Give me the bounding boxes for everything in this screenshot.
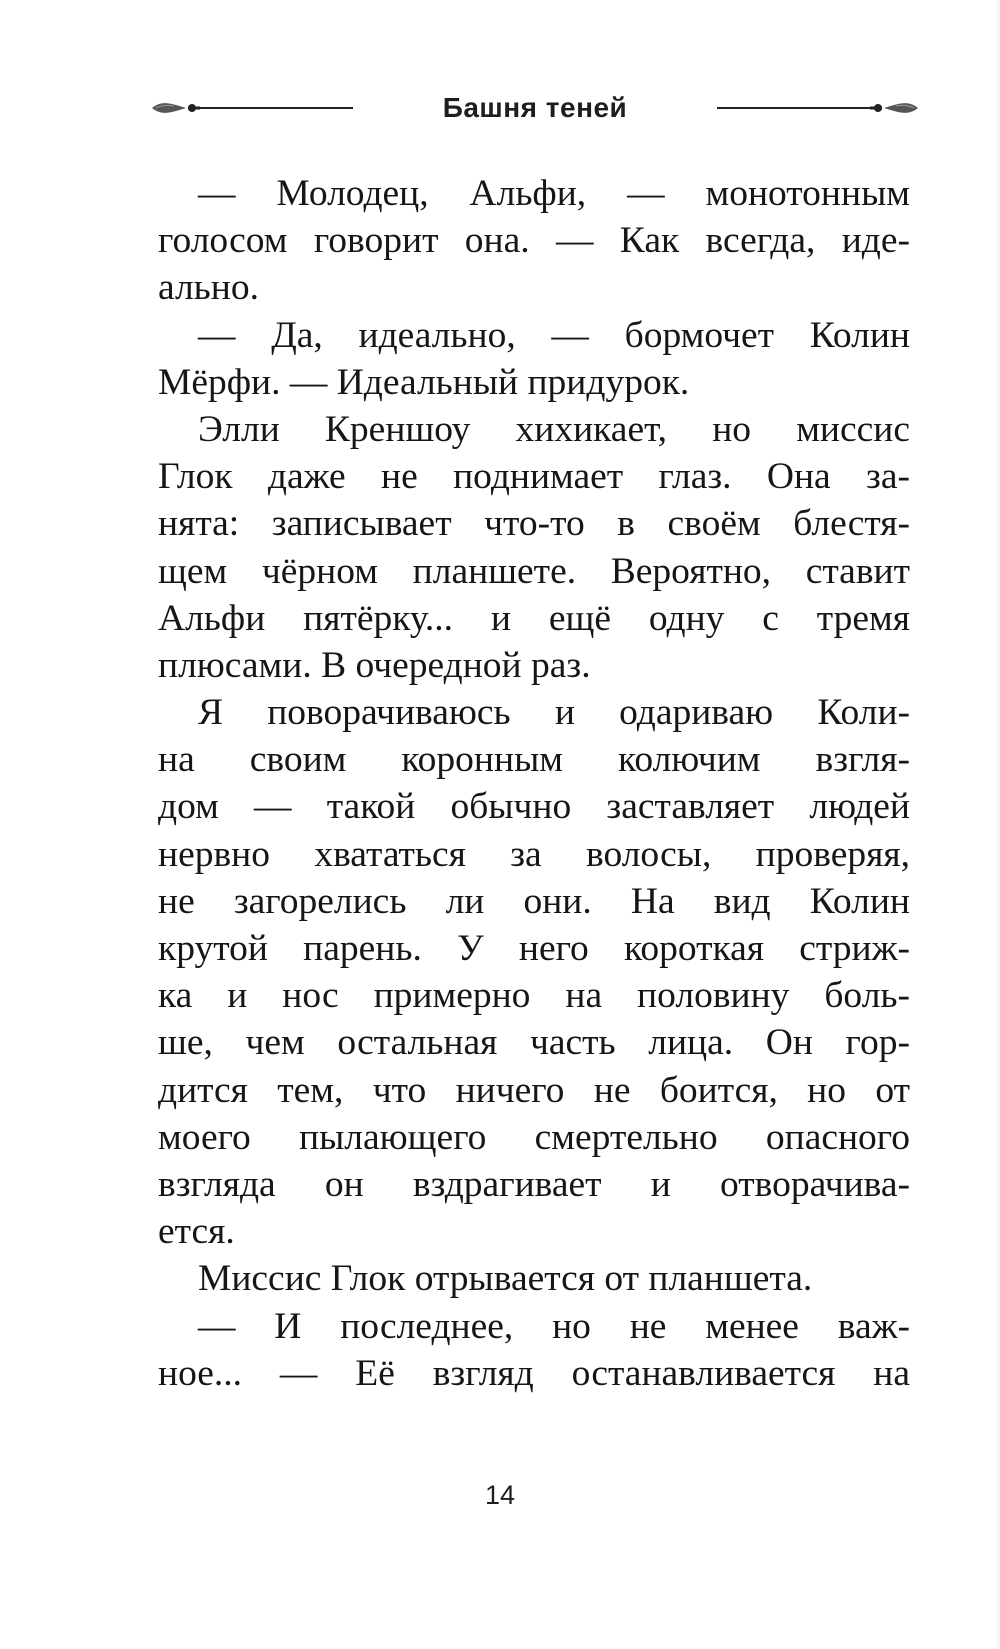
running-header bbox=[150, 84, 920, 132]
text-line: ально. bbox=[158, 267, 259, 309]
text-line: — Да, идеально, — бормочет Колин bbox=[198, 314, 910, 356]
paragraph bbox=[158, 312, 910, 406]
text-line: не загорелись ли они. На вид Колин bbox=[158, 880, 910, 922]
text-line: плюсами. В очередной раз. bbox=[158, 644, 591, 686]
text-line: нята: записывает что-то в своём блестя- bbox=[158, 503, 910, 545]
text-line: моего пылающего смертельно опасного bbox=[158, 1116, 910, 1158]
text-line: — Молодец, Альфи, — монотонным bbox=[198, 173, 910, 214]
page-number: 14 bbox=[484, 1480, 516, 1510]
text-line: — И последнее, но не менее важ- bbox=[198, 1305, 910, 1347]
paragraph bbox=[158, 170, 910, 312]
text-line: ется. bbox=[158, 1211, 235, 1253]
page-edge bbox=[994, 0, 1000, 1649]
paragraph bbox=[158, 406, 910, 689]
text-line: дом — такой обычно заставляет людей bbox=[158, 786, 910, 828]
text-line: Глок даже не поднимает глаз. Она за- bbox=[158, 456, 910, 498]
text-line: Альфи пятёрку... и ещё одну с тремя bbox=[158, 597, 910, 639]
paragraph bbox=[158, 1303, 910, 1397]
text-line: взгляда он вздрагивает и отворачива- bbox=[158, 1163, 910, 1205]
text-line: Миссис Глок отрывается от планшета. bbox=[198, 1258, 813, 1300]
text-line: Я поворачиваюсь и одариваю Коли- bbox=[198, 692, 910, 734]
paragraph bbox=[158, 1255, 910, 1302]
text-line: крутой парень. У него короткая стриж- bbox=[158, 928, 910, 969]
body-text bbox=[158, 170, 910, 1397]
text-line: нервно хвататься за волосы, проверяя, bbox=[158, 833, 910, 875]
text-line: ка и нос примерно на половину боль- bbox=[158, 975, 910, 1017]
running-title: Башня теней bbox=[442, 92, 628, 123]
text-line: Элли Креншоу хихикает, но миссис bbox=[198, 408, 910, 450]
text-line: ше, чем остальная часть лица. Он гор- bbox=[158, 1022, 910, 1064]
text-line: дится тем, что ничего не боится, но от bbox=[158, 1069, 910, 1111]
text-line: Мёрфи. — Идеальный придурок. bbox=[158, 361, 690, 403]
left-ornament-icon bbox=[150, 98, 355, 118]
text-line: щем чёрном планшете. Вероятно, ставит bbox=[158, 550, 910, 592]
text-line: на своим коронным колючим взгля- bbox=[158, 739, 910, 781]
text-line: голосом говорит она. — Как всегда, иде- bbox=[158, 220, 910, 262]
right-ornament-icon bbox=[715, 98, 920, 118]
text-line: ное... — Её взгляд останавливается на bbox=[158, 1352, 910, 1394]
paragraph bbox=[158, 689, 910, 1255]
